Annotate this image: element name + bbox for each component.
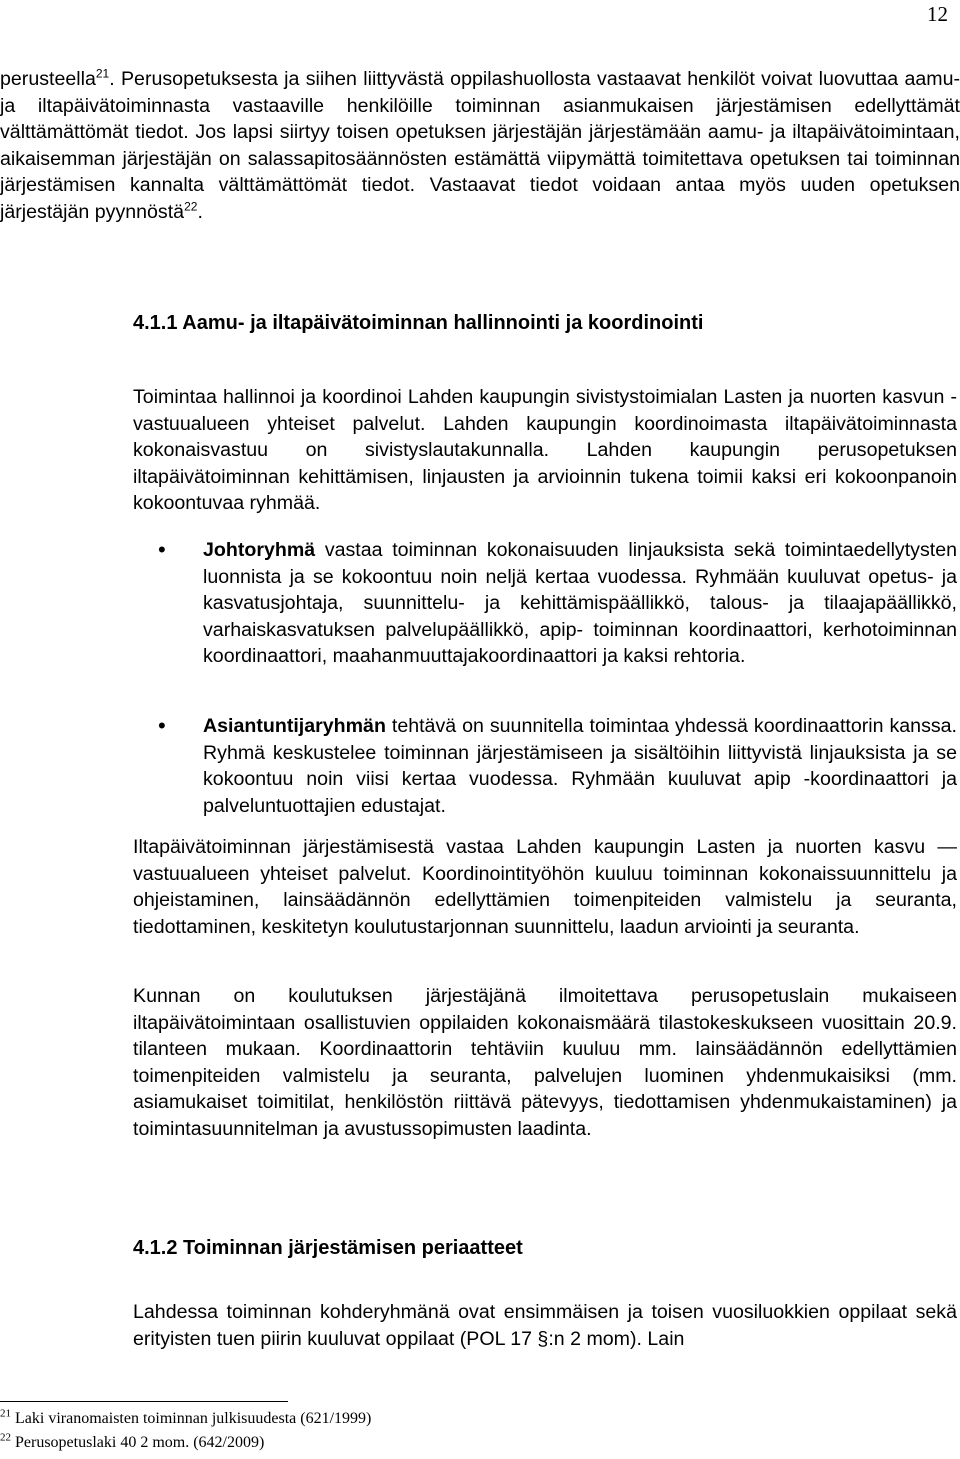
intro-lead: perusteella <box>0 68 96 90</box>
bullet-item-expert-group <box>158 713 957 819</box>
paragraph-administration: Toimintaa hallinnoi ja koordinoi Lahden kaupungin sivistystoimialan Lasten ja nuorten kasvun - vastuualueen yhteiset palvelut. Lahden kaupungin koordinoimasta iltapäivätoiminnasta kokonaisvastuu on sivistyslautakunnalla. Lahden kaupungin perusopetuksen iltapäivätoiminnan kehittämisen, linjausten ja arvioinnin tukena toimii kaksi eri kokoonpanoin kokoontuvaa ryhmää. <box>133 386 957 515</box>
bullet-icon: • <box>158 713 166 738</box>
bullet-icon: • <box>158 537 166 562</box>
paragraph-principles: Lahdessa toiminnan kohderyhmänä ovat ensimmäisen ja toisen vuosiluokkien oppilaat sekä erityisten tuen piirin kuuluvat oppilaat (POL 17 §:n 2 mom). Lain <box>133 1301 957 1350</box>
paragraph-organisation: Iltapäivätoiminnan järjestämisestä vastaa Lahden kaupungin Lasten ja nuorten kasvu — vastuualueen yhteiset palvelut. Koordinointityöhön kuuluu toiminnan kokonaissuunnittelu ja ohjeistaminen, lainsäädännön edellyttämien toimenpiteiden valmistelu ja seuranta, tiedottaminen, keskitetyn koulutustarjonnan suunnittelu, laadun arviointi ja seuranta. <box>133 836 957 938</box>
bullet-text: vastaa toiminnan kokonaisuuden linjauksista sekä toimintaedellytysten luonnista ja se kokoontuu noin neljä kertaa vuodessa. Ryhmään kuuluvat opetus- ja kasvatusjohtaja, suunnittelu- ja kehittämispäällikkö, talous- ja tilaajapäällikkö, varhaiskasvatuksen palvelupäällikkö, apip- toiminnan koordinaattori, kerhotoiminnan koordinaattori, maahanmuuttajakoordinaattori ja kaksi rehtoria. <box>203 539 957 668</box>
bullet-term: Johtoryhmä <box>203 539 316 561</box>
paragraph-municipality: Kunnan on koulutuksen järjestäjänä ilmoitettava perusopetuslain mukaiseen iltapäivätoimintaan osallistuvien oppilaiden kokonaismäärä tilastokeskukseen vuosittain 20.9. tilanteen mukaan. Koordinaattorin tehtäviin kuuluu mm. lainsäädännön edellyttämien toimenpiteiden valmistelu ja seuranta, palvelujen luominen yhdenmukaisiksi (mm. asiamukaiset toimitilat, henkilöstön riittävä pätevyys, tiedottamisen yhdenmukaistaminen) ja toimintasuunnitelman ja avustussopimusten laadinta. <box>133 985 957 1140</box>
page-number: 12 <box>927 2 948 26</box>
intro-paragraph <box>0 66 960 226</box>
footnote-ref-21[interactable]: 21 <box>95 66 110 81</box>
bullet-term: Asiantuntijaryhmän <box>203 715 386 737</box>
footnote-22: $^{22}$ Perusopetuslaki 40 2 mom. (642/2009) <box>0 1431 265 1451</box>
intro-end: . <box>197 200 203 223</box>
footnote-separator <box>0 1401 288 1402</box>
bullet-text: tehtävä on suunnitella toimintaa yhdessä koordinaattorin kanssa. Ryhmä keskustelee toiminnan järjestämiseen ja sisältöihin liittyvistä linjauksista ja se kokoontuu noin viisi kertaa vuodessa. Ryhmään kuuluvat apip -koordinaattori ja palveluntuottajien edustajat. <box>203 715 957 817</box>
bullet-item-steering-group <box>158 537 957 670</box>
section-heading-412: 4.1.2 Toiminnan järjestämisen periaatteet <box>133 1237 523 1259</box>
footnote-21: $^{21}$ Laki viranomaisten toiminnan julkisuudesta (621/1999) <box>0 1407 372 1427</box>
footnote-ref-22[interactable]: 22 <box>184 199 198 214</box>
intro-body: . Perusopetuksesta ja siihen liittyvästä oppilashuollosta vastaavat henkilöt voivat luovuttaa aamu- ja iltapäivätoiminnasta vastaaville henkilöille toiminnan asianmukaisen järjestämisen edellyttämät välttämättömät tiedot. Jos lapsi siirtyy toisen opetuksen järjestäjän järjestämään aamu- ja iltapäivätoimintaan, aikaisemman järjestäjän on salassapitosäännösten estämättä viipymättä toimitettava opetuksen tai toiminnan järjestämisen kannalta välttämättömät tiedot. Vastaavat tiedot voidaan antaa myös uuden opetuksen järjestäjän pyynnöstä <box>0 68 960 223</box>
section-heading-411: 4.1.1 Aamu- ja iltapäivätoiminnan hallinnointi ja koordinointi <box>133 312 704 334</box>
